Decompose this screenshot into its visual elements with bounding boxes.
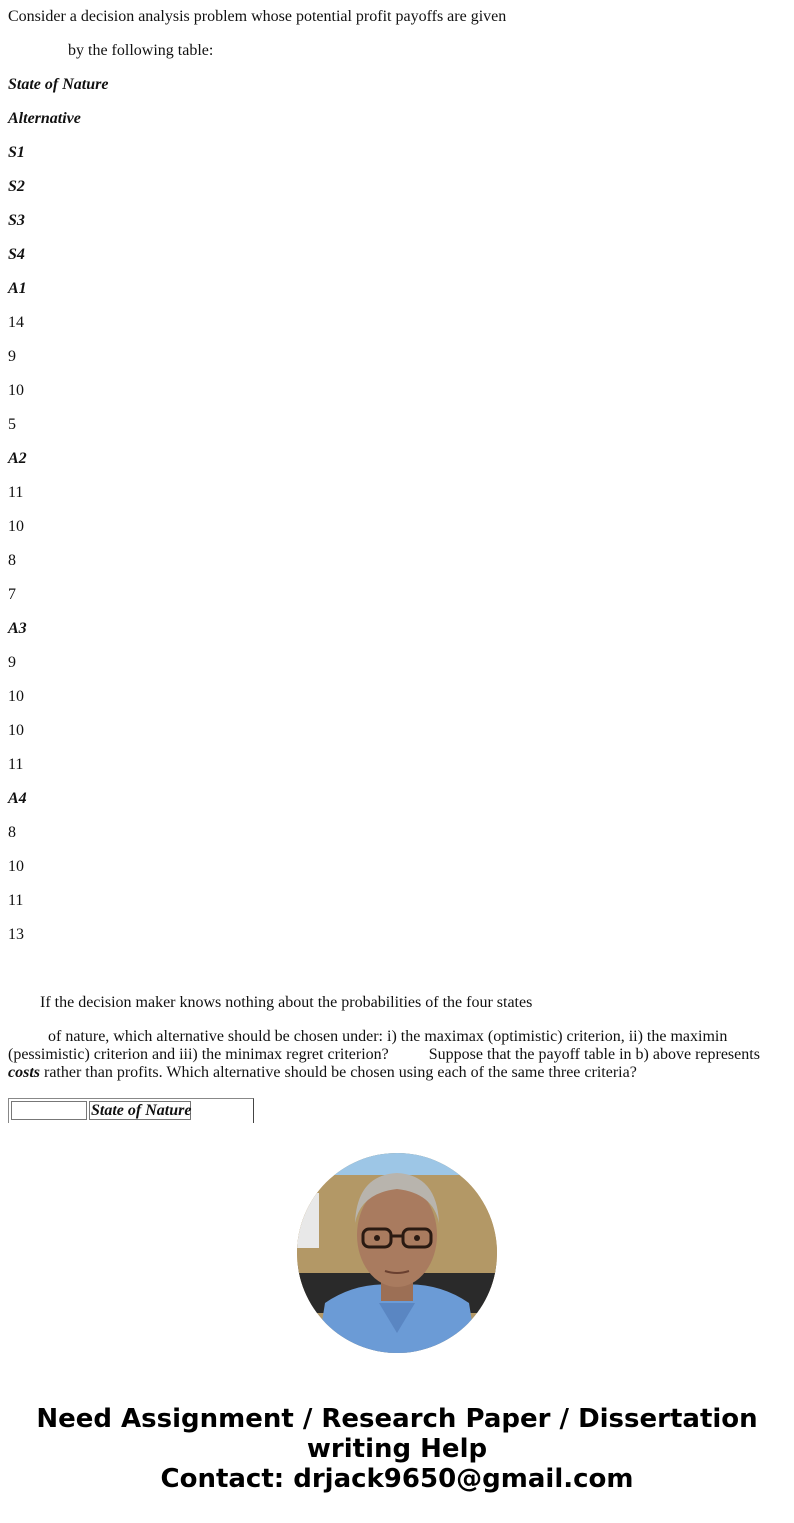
- promo-line-2: writing Help: [306, 1434, 488, 1464]
- a4-s2-value: 10: [8, 858, 24, 875]
- intro-line-1: Consider a decision analysis problem whose potential profit payoffs are given: [8, 8, 507, 25]
- question-line-1: If the decision maker knows nothing about the probabilities of the four states: [40, 994, 533, 1011]
- a1-s3-value: 10: [8, 382, 24, 399]
- alt-a2: A2: [8, 450, 27, 467]
- a3-s3-value: 10: [8, 722, 24, 739]
- a1-s1-value: 14: [8, 314, 24, 331]
- alt-a4: A4: [8, 790, 27, 807]
- alt-a1: A1: [8, 280, 27, 297]
- a2-s4-value: 7: [8, 586, 16, 603]
- a3-s2-value: 10: [8, 688, 24, 705]
- a2-s1-value: 11: [8, 484, 24, 501]
- a4-s3-value: 11: [8, 892, 24, 909]
- question-line-2: of nature, which alternative should be chosen under: i) the maximax (optimistic) criterion, ii) the maximin (pessimistic) criterion and iii) the minimax regret criterion?: [8, 1028, 728, 1063]
- alt-a3: A3: [8, 620, 27, 637]
- a2-s3-value: 8: [8, 552, 16, 569]
- table-empty-corner-cell: [11, 1101, 87, 1120]
- a3-s4-value: 11: [8, 756, 24, 773]
- a4-s4-value: 13: [8, 926, 24, 943]
- intro-line-2: by the following table:: [68, 42, 214, 59]
- a3-s1-value: 9: [8, 654, 16, 671]
- question-line-3-pre: Suppose that the payoff table in b) above represents: [428, 1046, 760, 1063]
- promo-banner: [0, 1404, 794, 1494]
- person-portrait-icon: [297, 1153, 497, 1353]
- promo-contact-line: Contact: drjack9650@gmail.com: [160, 1464, 634, 1494]
- payoff-table-fragment: [8, 1098, 254, 1123]
- question-line-3-post: rather than profits. Which alternative should be chosen using each of the same three criteria?: [44, 1064, 637, 1081]
- a2-s2-value: 10: [8, 518, 24, 535]
- a1-s2-value: 9: [8, 348, 16, 365]
- state-s4: S4: [8, 246, 25, 263]
- state-s2: S2: [8, 178, 25, 195]
- a1-s4-value: 5: [8, 416, 16, 433]
- question-paragraph: [8, 1028, 778, 1082]
- table-header-state-of-nature: State of Nature: [91, 1102, 192, 1119]
- header-state-of-nature: State of Nature: [8, 76, 109, 93]
- avatar: [297, 1153, 497, 1353]
- costs-emphasis: costs: [8, 1064, 40, 1081]
- state-s3: S3: [8, 212, 25, 229]
- a4-s1-value: 8: [8, 824, 16, 841]
- header-alternative: Alternative: [8, 110, 81, 127]
- promo-line-1: Need Assignment / Research Paper / Dissertation: [36, 1404, 758, 1434]
- state-s1: S1: [8, 144, 25, 161]
